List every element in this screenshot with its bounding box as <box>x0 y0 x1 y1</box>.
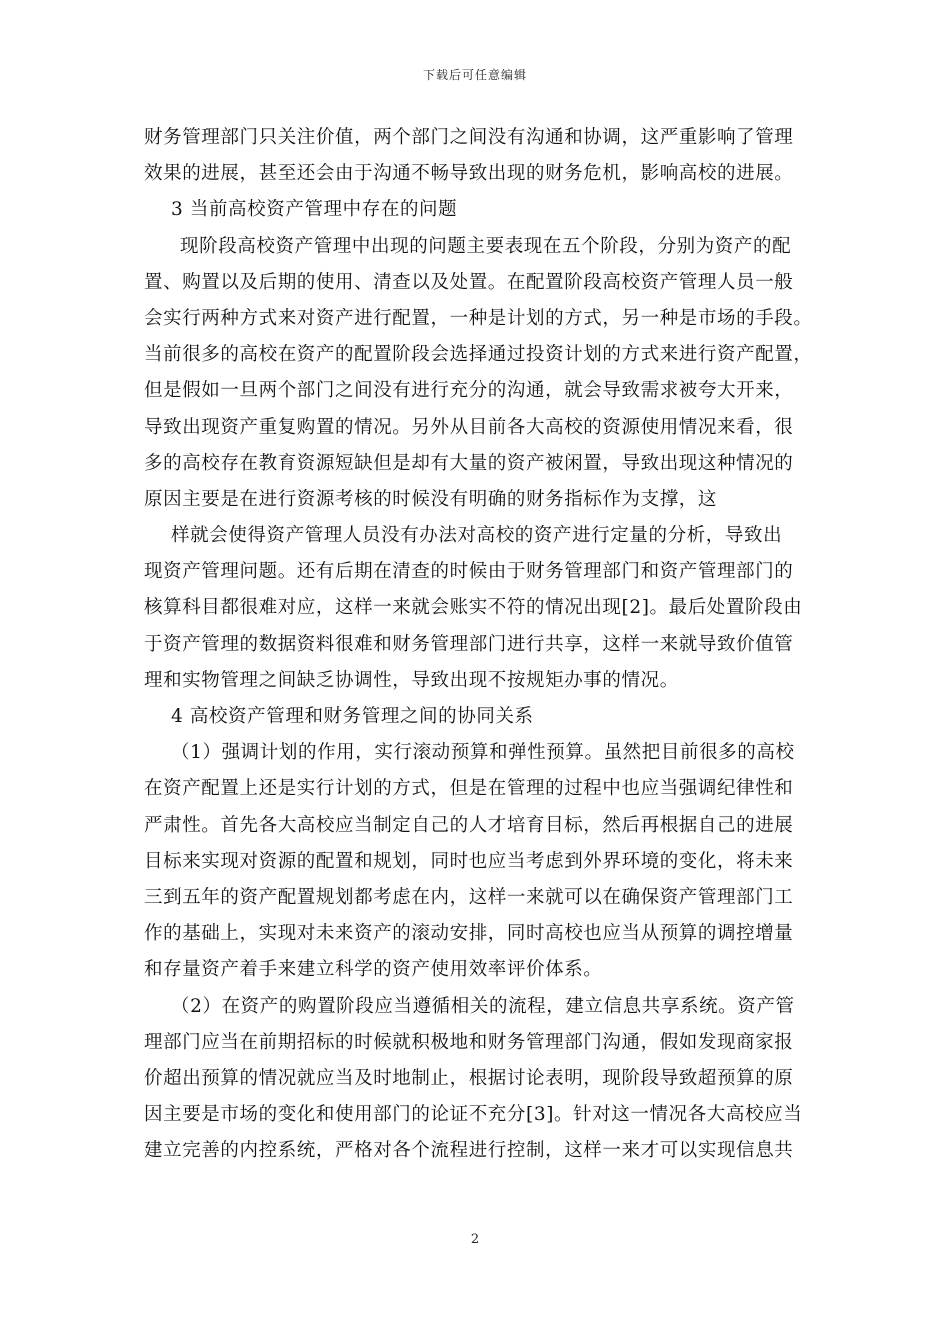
body-line: 核算科目都很难对应，这样一来就会账实不符的情况出现[2]。最后处置阶段由 <box>144 597 803 619</box>
body-line: 严肃性。首先各大高校应当制定自己的人才培育目标，然后再根据自己的进展 <box>144 814 794 836</box>
body-line: 财务管理部门只关注价值，两个部门之间没有沟通和协调，这严重影响了管理 <box>144 127 794 148</box>
body-line: 导致出现资产重复购置的情况。另外从目前各大高校的资源使用情况来看，很 <box>144 416 794 438</box>
body-line: 样就会使得资产管理人员没有办法对高校的资产进行定量的分析，导致出 <box>171 525 783 547</box>
body-line: 和存量资产着手来建立科学的资产使用效率评价体系。 <box>144 959 603 981</box>
body-line: 理部门应当在前期招标的时候就积极地和财务管理部门沟通，假如发现商家报 <box>144 1031 794 1053</box>
body-line: 理和实物管理之间缺乏协调性，导致出现不按规矩办事的情况。 <box>144 669 679 691</box>
body-line: 于资产管理的数据资料很难和财务管理部门进行共享，这样一来就导致价值管 <box>144 633 794 655</box>
body-line: 当前很多的高校在资产的配置阶段会选择通过投资计划的方式来进行资产配置， <box>144 344 813 366</box>
body-line: 置、购置以及后期的使用、清查以及处置。在配置阶段高校资产管理人员一般 <box>144 271 794 293</box>
section-heading: 3 当前高校资产管理中存在的问题 <box>171 199 458 221</box>
body-line: 多的高校存在教育资源短缺但是却有大量的资产被闲置，导致出现这种情况的 <box>144 452 794 474</box>
body-line: 目标来实现对资源的配置和规划，同时也应当考虑到外界环境的变化，将未来 <box>144 850 794 872</box>
body-line: 原因主要是在进行资源考核的时候没有明确的财务指标作为支撑，这 <box>144 488 718 510</box>
section-heading: 4 高校资产管理和财务管理之间的协同关系 <box>171 706 534 727</box>
body-line: 效果的进展，甚至还会由于沟通不畅导致出现的财务危机，影响高校的进展。 <box>144 163 794 185</box>
page-number: 2 <box>470 1232 480 1247</box>
body-line: 现资产管理问题。还有后期在清查的时候由于财务管理部门和资产管理部门的 <box>144 561 794 583</box>
body-line: 作的基础上，实现对未来资产的滚动安排，同时高校也应当从预算的调控增量 <box>144 923 794 945</box>
body-line: （2）在资产的购置阶段应当遵循相关的流程，建立信息共享系统。资产管 <box>171 995 795 1017</box>
body-line: 会实行两种方式来对资产进行配置，一种是计划的方式，另一种是市场的手段。 <box>144 307 813 329</box>
page-header: 下载后可任意编辑 <box>422 68 527 82</box>
body-line: 现阶段高校资产管理中出现的问题主要表现在五个阶段，分别为资产的配 <box>180 235 792 257</box>
body-line: （1）强调计划的作用，实行滚动预算和弹性预算。虽然把目前很多的高校 <box>171 742 795 764</box>
body-line: 在资产配置上还是实行计划的方式，但是在管理的过程中也应当强调纪律性和 <box>144 778 794 800</box>
body-line: 价超出预算的情况就应当及时地制止，根据讨论表明，现阶段导致超预算的原 <box>144 1067 794 1089</box>
body-line: 但是假如一旦两个部门之间没有进行充分的沟通，就会导致需求被夸大开来， <box>144 380 794 402</box>
body-line: 因主要是市场的变化和使用部门的论证不充分[3]。针对这一情况各大高校应当 <box>144 1104 803 1126</box>
body-line: 建立完善的内控系统，严格对各个流程进行控制，这样一来才可以实现信息共 <box>144 1140 794 1162</box>
body-line: 三到五年的资产配置规划都考虑在内，这样一来就可以在确保资产管理部门工 <box>144 886 794 908</box>
document-body <box>144 120 813 1169</box>
